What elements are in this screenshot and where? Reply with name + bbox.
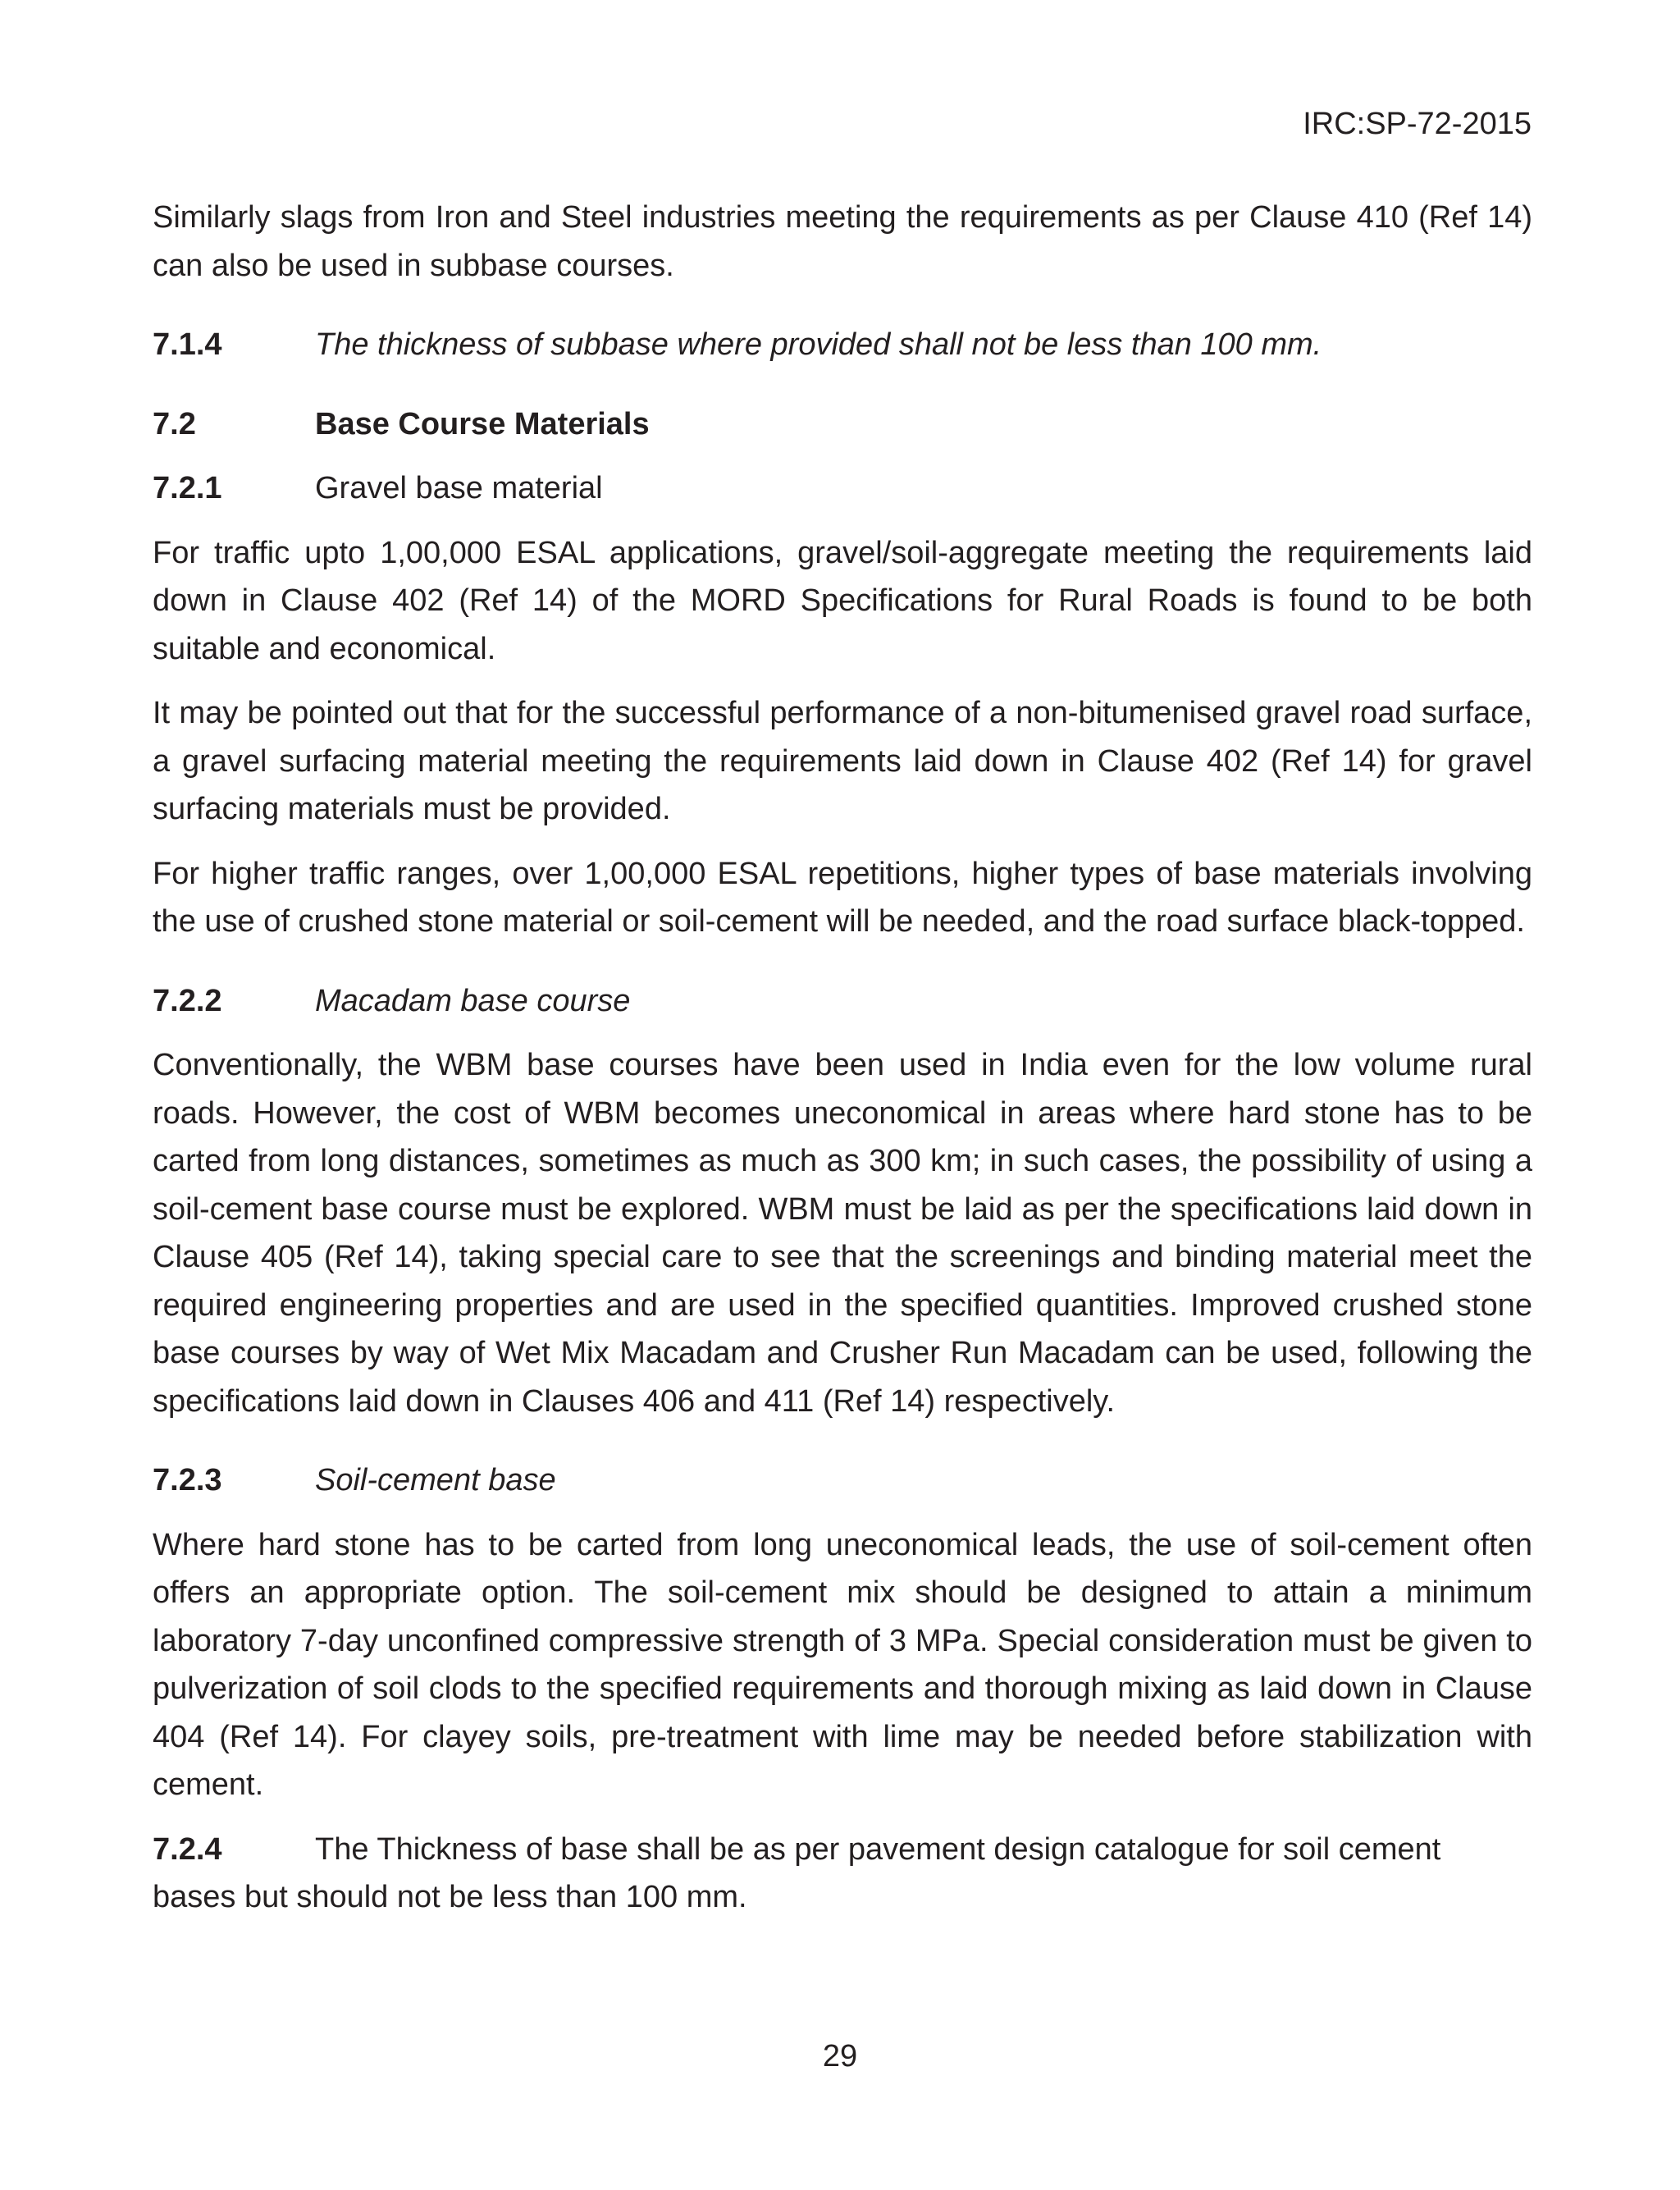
- section-text: The thickness of subbase where provided shall not be less than 100 mm.: [315, 327, 1322, 362]
- section-number: 7.2.4: [153, 1831, 222, 1867]
- section-7-2-3-heading: [153, 1456, 1532, 1505]
- section-number: 7.2.1: [153, 471, 222, 505]
- section-title: Base Course Materials: [315, 406, 650, 441]
- document-code: IRC:SP-72-2015: [1303, 107, 1532, 141]
- section-7-2-4: [153, 1826, 1532, 1874]
- paragraph: For traffic upto 1,00,000 ESAL applications, gravel/soil-aggregate meeting the requirements laid down in Clause 402 (Ref 14) of the MORD Specifications for Rural Roads is found to be both suitable and economical.: [153, 535, 1532, 666]
- paragraph: It may be pointed out that for the successful performance of a non-bitumenised gravel road surface, a gravel surfacing material meeting the requirements laid down in Clause 402 (Ref 14) for gravel surfacing materials must be provided.: [153, 696, 1532, 826]
- section-text-first-line: The Thickness of base shall be as per pavement design catalogue for soil cement: [315, 1831, 1441, 1867]
- section-7-1-4: [153, 321, 1532, 369]
- section-number: 7.2.3: [153, 1463, 222, 1497]
- section-title: Macadam base course: [315, 983, 631, 1018]
- section-title: Gravel base material: [315, 471, 603, 505]
- paragraph: Where hard stone has to be carted from long uneconomical leads, the use of soil-cement often offers an appropriate option. The soil-cement mix should be designed to attain a minimum laboratory 7-day unconfined compressive strength of 3 MPa. Special consideration must be given to pulverization of soil clods to the specified requirements and thorough mixing as laid down in Clause 404 (Ref 14). For clayey soils, pre-treatment with lime may be needed before stabilization with cement.: [153, 1527, 1532, 1802]
- section-number: 7.2.2: [153, 983, 222, 1018]
- section-7-2-2-heading: [153, 977, 1532, 1026]
- section-title: Soil-cement base: [315, 1463, 556, 1497]
- intro-paragraph: Similarly slags from Iron and Steel industries meeting the requirements as per Clause 410 (Ref 14) can also be used in subbase courses.: [153, 200, 1532, 283]
- section-number: 7.2: [153, 406, 196, 441]
- paragraph: For higher traffic ranges, over 1,00,000 ESAL repetitions, higher types of base materials involving the use of crushed stone material or soil-cement will be needed, and the road surface black-topped.: [153, 856, 1532, 939]
- section-number: 7.1.4: [153, 327, 222, 362]
- page-content: [153, 194, 1532, 1922]
- paragraph: Conventionally, the WBM base courses have been used in India even for the low volume rural roads. However, the cost of WBM becomes uneconomical in areas where hard stone has to be carted from long distances, sometimes as much as 300 km; in such cases, the possibility of using a soil-cement base course must be explored. WBM must be laid as per the specifications laid down in Clause 405 (Ref 14), taking special care to see that the screenings and binding material meet the required engineering properties and are used in the specified quantities. Improved crushed stone base courses by way of Wet Mix Macadam and Crusher Run Macadam can be used, following the specifications laid down in Clauses 406 and 411 (Ref 14) respectively.: [153, 1048, 1532, 1419]
- section-7-2-heading: [153, 400, 1532, 449]
- section-text-continuation: bases but should not be less than 100 mm.: [153, 1880, 747, 1914]
- page-number: 29: [822, 2039, 858, 2073]
- section-7-2-1-heading: [153, 464, 1532, 513]
